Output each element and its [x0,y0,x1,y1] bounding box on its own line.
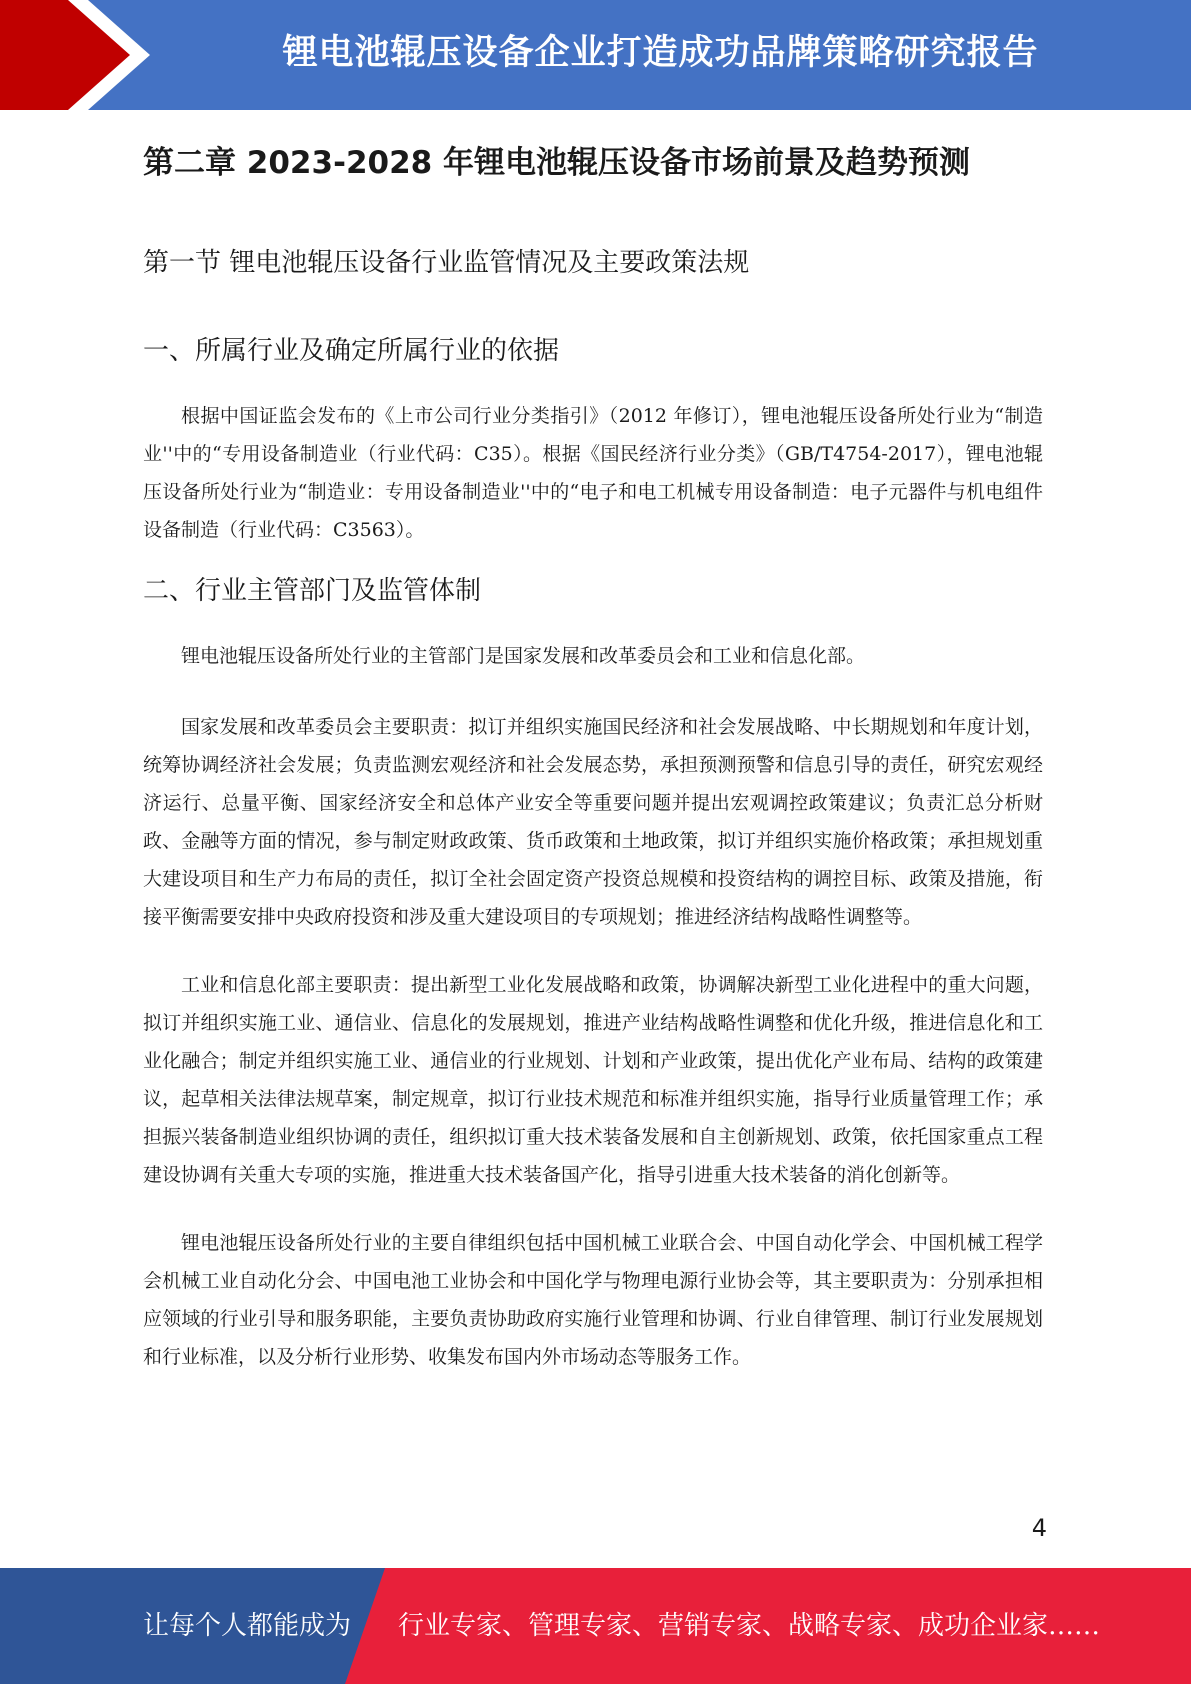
paragraph: 根据中国证监会发布的《上市公司行业分类指引》（2012 年修订），锂电池辊压设备所处行业为“制造业''中的“专用设备制造业（行业代码：C35）。根据《国民经济行业分类》（GB/T4754-2017），锂电池辊压设备所处行业为“制造业：专用设备制造业''中的“电子和电工机械专用设备制造：电子元器件与机电组件设备制造（行业代码：C3563）。 [143,405,1043,541]
subsection-title: 二、行业主管部门及监管体制 [143,576,482,606]
report-title: 锂电池辊压设备企业打造成功品牌策略研究报告 [282,33,1039,73]
main-content [143,128,1043,1376]
chapter-title: 第二章 2023-2028 年锂电池辊压设备市场前景及趋势预测 [143,145,971,181]
section-title: 第一节 锂电池辊压设备行业监管情况及主要政策法规 [143,248,750,278]
footer-slogan-right: 行业专家、管理专家、营销专家、战略专家、成功企业家…… [398,1611,1101,1641]
footer-banner [0,1568,1191,1684]
paragraph: 锂电池辊压设备所处行业的主管部门是国家发展和改革委员会和工业和信息化部。 [181,645,866,667]
subsection-title: 一、所属行业及确定所属行业的依据 [143,336,560,366]
header-banner [0,0,1191,110]
paragraph: 工业和信息化部主要职责：提出新型工业化发展战略和政策，协调解决新型工业化进程中的重大问题，拟订并组织实施工业、通信业、信息化的发展规划，推进产业结构战略性调整和优化升级，推进信息化和工业化融合；制定并组织实施工业、通信业的行业规划、计划和产业政策，提出优化产业布局、结构的政策建议，起草相关法律法规草案，制定规章，拟订行业技术规范和标准并组织实施，指导行业质量管理工作；承担振兴装备制造业组织协调的责任，组织拟订重大技术装备发展和自主创新规划、政策，依托国家重点工程建设协调有关重大专项的实施，推进重大技术装备国产化，指导引进重大技术装备的消化创新等。 [143,974,1043,1186]
footer-slogan-left: 让每个人都能成为 [143,1611,352,1641]
page-number: 4 [1031,1514,1047,1542]
paragraph: 国家发展和改革委员会主要职责：拟订并组织实施国民经济和社会发展战略、中长期规划和年度计划，统筹协调经济社会发展；负责监测宏观经济和社会发展态势，承担预测预警和信息引导的责任，研究宏观经济运行、总量平衡、国家经济安全和总体产业安全等重要问题并提出宏观调控政策建议；负责汇总分析财政、金融等方面的情况，参与制定财政政策、货币政策和土地政策，拟订并组织实施价格政策；承担规划重大建设项目和生产力布局的责任，拟订全社会固定资产投资总规模和投资结构的调控目标、政策及措施，衔接平衡需要安排中央政府投资和涉及重大建设项目的专项规划；推进经济结构战略性调整等。 [143,716,1043,928]
paragraph: 锂电池辊压设备所处行业的主要自律组织包括中国机械工业联合会、中国自动化学会、中国机械工程学会机械工业自动化分会、中国电池工业协会和中国化学与物理电源行业协会等，其主要职责为：分别承担相应领域的行业引导和服务职能，主要负责协助政府实施行业管理和协调、行业自律管理、制订行业发展规划和行业标准，以及分析行业形势、收集发布国内外市场动态等服务工作。 [143,1232,1043,1368]
red-arrow-icon [0,0,150,110]
